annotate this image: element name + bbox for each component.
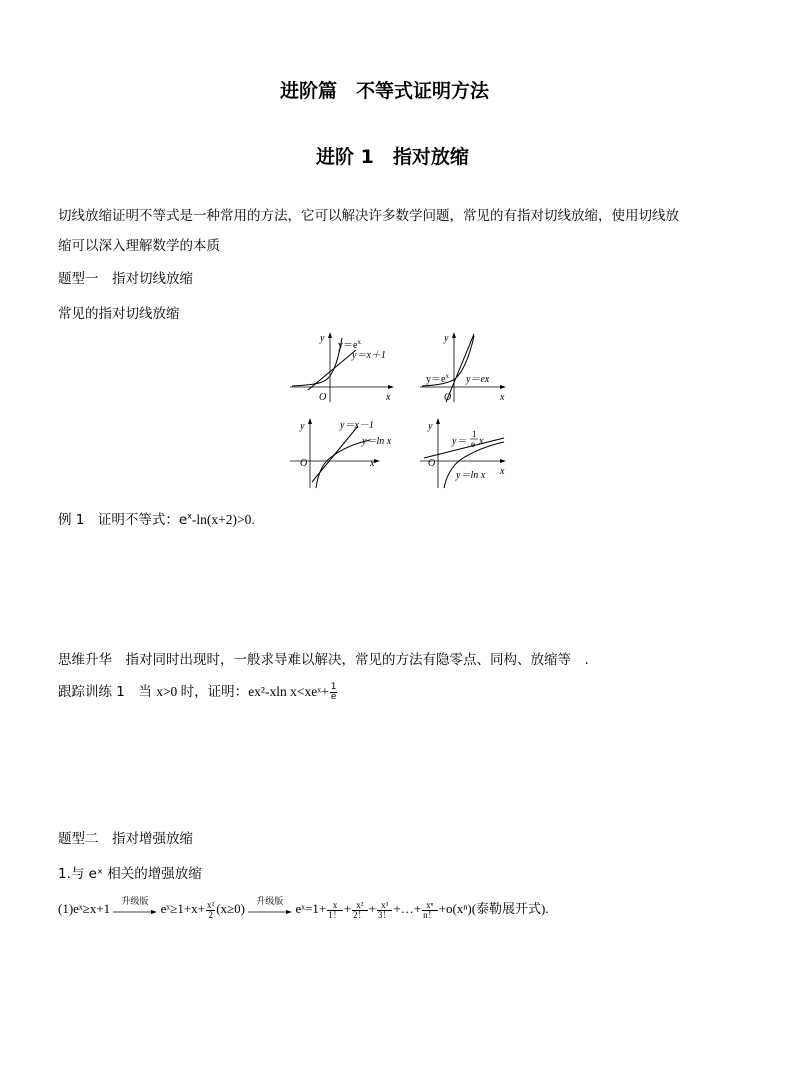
graph4-y-axis: y: [428, 421, 433, 432]
type2-heading: 题型二 指对增强放缩: [58, 831, 193, 847]
graph3-label-b: y＝ln x: [362, 436, 392, 447]
graph3-origin: O: [300, 458, 308, 469]
taylor-formula: (1)eˣ≥x+1 升级版 eˣ≥1+x+ $\frac{\text{x²}}{2}$ (x≥0) 升级版 eˣ=1+ $\frac{x}{1!}$ + $\frac{\text{x²}}{2!}$ + $\frac{\text{x³}}{3!}$ +…+ $\frac{\text{xⁿ}}{n!}$ +o(xⁿ)(泰勒展开式).: [58, 897, 549, 920]
graph2-label-b: y＝ex: [466, 374, 490, 385]
page-title: 进阶篇 不等式证明方法: [280, 80, 490, 102]
section-title: 进阶 1 指对放缩: [316, 146, 469, 168]
graph-exp-tangent: [290, 330, 400, 405]
intro-line-2: 缩可以深入理解数学的本质: [58, 238, 220, 254]
graph4-label-a-post: x: [479, 436, 484, 447]
graph4-label-b: y＝ln x: [456, 470, 486, 481]
upgrade-arrow-2: 升级版: [248, 903, 292, 917]
graph-exp-ex: [420, 330, 530, 405]
example-1: 例 1 证明不等式：$e^x-\ln(x+2)>0$.: [58, 511, 255, 528]
graph-ln-over-e: [420, 416, 530, 491]
graph4-origin: O: [428, 458, 436, 469]
training-1: 跟踪训练 1 当 x>0 时，证明：ex²-xln x<xeˣ+ $\frac{1}{e}$: [58, 681, 337, 702]
graph3-label-a: y＝x－1: [340, 420, 374, 431]
graph-ln-tangent: [290, 416, 400, 491]
graph4-label-a-den: e: [471, 439, 475, 449]
graph1-x-axis: x: [386, 392, 391, 403]
graph3-y-axis: y: [300, 421, 305, 432]
type1-heading: 题型一 指对切线放缩: [58, 271, 193, 287]
intro-line-1: 切线放缩证明不等式是一种常用的方法，它可以解决许多数学问题，常见的有指对切线放缩，使用切线放: [58, 208, 679, 224]
graph2-y-axis: y: [444, 333, 449, 344]
graph2-x-axis: x: [500, 392, 505, 403]
graph4-label-a-pre: y＝: [452, 436, 467, 447]
graph1-label-b: y＝x＋1: [352, 350, 386, 361]
graph1-y-axis: y: [320, 333, 325, 344]
graph4-x-axis: x: [500, 466, 505, 477]
upgrade-arrow-1: 升级版: [113, 903, 157, 917]
graph1-label-a: $y=e^x$: [338, 338, 361, 351]
graph2-origin: O: [444, 392, 452, 403]
type2-item1: 1.与 eˣ 相关的增强放缩: [58, 866, 202, 882]
graph3-x-axis: x: [370, 458, 375, 469]
graph4-label-a-num: 1: [472, 429, 477, 439]
graph2-label-a: $y=e^x$: [426, 372, 449, 385]
graph1-origin: O: [319, 392, 327, 403]
thinking-summary: 思维升华 指对同时出现时，一般求导难以解决，常见的方法有隐零点、同构、放缩等 .: [58, 652, 589, 668]
type1-subheading: 常见的指对切线放缩: [58, 306, 180, 322]
